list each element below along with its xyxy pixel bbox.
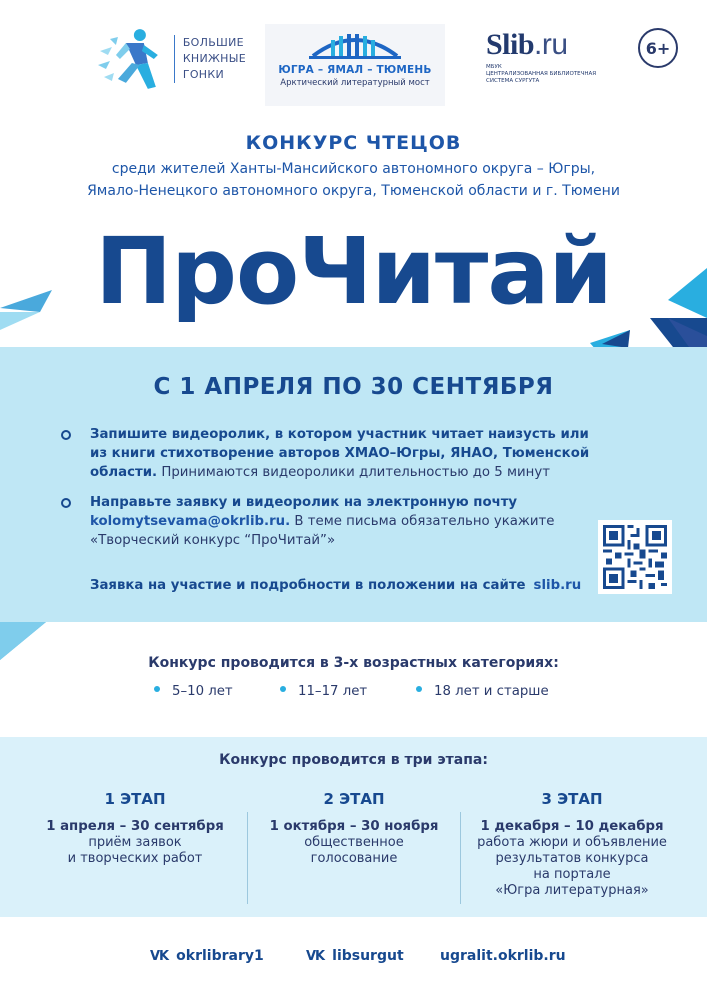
stage-desc-line: «Югра литературная» [495, 883, 649, 898]
stages-title: Конкурс проводится в три этапа: [219, 752, 488, 768]
stage-number: 2 ЭТАП [323, 790, 385, 808]
footer-link-label: okrlibrary1 [176, 948, 264, 964]
slib-main-text: Slib [486, 28, 535, 61]
vk-icon: VK [306, 948, 325, 964]
stage-number: 3 ЭТАП [541, 790, 603, 808]
stage-desc-line: на портале [533, 867, 611, 882]
categories-title: Конкурс проводится в 3-х возрастных категориях: [148, 655, 559, 671]
instruction-2-bold: Направьте заявку и видеоролик на электронную почту [90, 495, 518, 510]
logo-arctic-bridge [265, 24, 445, 106]
qr-code-icon [603, 525, 667, 589]
triangle-right-small-b [602, 330, 630, 348]
logo-slib [486, 30, 606, 100]
stage-dates: 1 октября – 30 ноября [269, 819, 439, 834]
dot-icon [154, 686, 160, 692]
instruction-1-rest: Принимаются видеоролики длительностью до 5 минут [157, 465, 550, 480]
slib-sub-line: МБУК [486, 64, 502, 70]
stage-desc-line: общественное [304, 835, 404, 850]
stage-divider [247, 812, 248, 904]
category-label: 18 лет и старше [434, 684, 549, 699]
stage-divider [460, 812, 461, 904]
logo-bkg-line: ГОНКИ [182, 68, 224, 81]
stage-desc-line: работа жюри и объявление [477, 835, 667, 850]
site-line [90, 578, 581, 593]
logo-big-book-races [96, 24, 246, 94]
stage-desc-line: результатов конкурса [495, 851, 649, 866]
logo-bkg-line: КНИЖНЫЕ [182, 52, 246, 65]
contest-subtitle-line1: среди жителей Ханты-Мансийского автономного округа – Югры, [111, 161, 596, 177]
footer-site-link[interactable] [440, 948, 566, 964]
stage-dates: 1 апреля – 30 сентября [46, 819, 224, 834]
footer-link-label: libsurgut [332, 948, 404, 964]
runner-icon [96, 25, 166, 93]
site-link[interactable]: slib.ru [533, 578, 582, 593]
slib-sub-line: СИСТЕМА СУРГУТА [486, 78, 540, 84]
contest-subtitle-line2: Ямало-Ненецкого автономного округа, Тюменской области и г. Тюмени [87, 183, 620, 199]
bridge-title: ЮГРА – ЯМАЛ – ТЮМЕНЬ [278, 64, 432, 76]
vk-icon: VK [150, 948, 169, 964]
footer-link-label: ugralit.okrlib.ru [440, 948, 566, 964]
bridge-icon [307, 30, 403, 62]
category-item [280, 684, 367, 699]
instruction-2 [90, 493, 610, 550]
stage-dates: 1 декабря – 10 декабря [480, 819, 664, 834]
category-label: 5–10 лет [172, 684, 233, 699]
instruction-1-bold: Запишите видеоролик, в котором участник читает наизусть или из книги стихотворение авторов ХМАО–Югры, ЯНАО, Тюменской области. [90, 427, 590, 480]
stage-number: 1 ЭТАП [104, 790, 166, 808]
email-link[interactable]: kolomytsevama@okrlib.ru. [90, 514, 291, 529]
dot-icon [280, 686, 286, 692]
footer-vk-okrlibrary1[interactable] [150, 948, 264, 964]
dot-icon [416, 686, 422, 692]
logo-bkg-line: БОЛЬШИЕ [182, 36, 244, 49]
bullet-icon [61, 430, 71, 440]
stage-desc-line: голосование [310, 851, 398, 866]
instruction-1 [90, 425, 610, 482]
slib-sub-line: ЦЕНТРАЛИЗОВАННАЯ БИБЛИОТЕЧНАЯ [486, 71, 597, 77]
main-title: ПроЧитай [95, 218, 612, 325]
bridge-subtitle: Арктический литературный мост [280, 78, 430, 88]
stage-desc-line: и творческих работ [67, 851, 203, 866]
category-item [154, 684, 233, 699]
logo-bkg-text [174, 35, 246, 83]
slib-wordmark [486, 30, 606, 60]
stage-2 [252, 790, 456, 867]
age-rating-badge: 6+ [638, 28, 678, 68]
slib-ru-text: .ru [534, 28, 568, 61]
qr-code[interactable] [598, 520, 672, 594]
stage-desc-line: приём заявок [88, 835, 182, 850]
stage-3 [464, 790, 680, 899]
category-label: 11–17 лет [298, 684, 368, 699]
bullet-icon [61, 498, 71, 508]
instruction-2-rest: В теме письма обязательно укажите «Творческий конкурс “ПроЧитай”» [90, 514, 555, 548]
contest-title: КОНКУРС ЧТЕЦОВ [245, 132, 462, 154]
category-item [416, 684, 549, 699]
stage-1 [30, 790, 240, 867]
site-text: Заявка на участие и подробности в положении на сайте [90, 578, 526, 593]
footer-vk-libsurgut[interactable] [306, 948, 404, 964]
slib-subtitle [486, 64, 606, 85]
contest-dates: С 1 АПРЕЛЯ ПО 30 СЕНТЯБРЯ [153, 374, 554, 400]
